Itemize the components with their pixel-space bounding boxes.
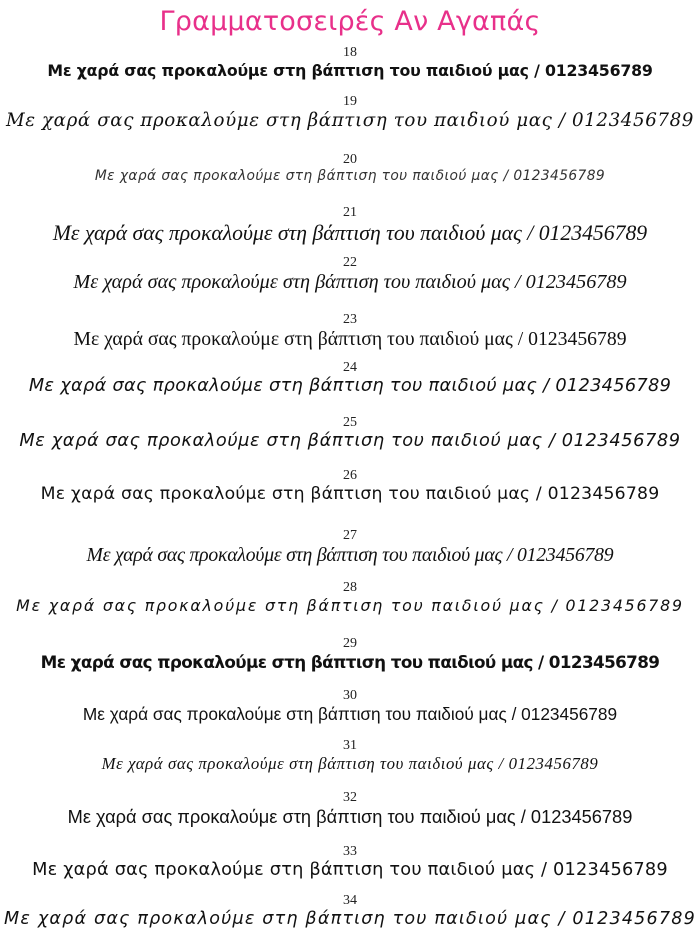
font-sample-26 xyxy=(0,468,700,504)
font-sample-text: Με χαρά σας προκαλούμε στη βάπτιση του παιδιού μας / 0123456789 xyxy=(47,61,653,80)
font-sample-30 xyxy=(0,688,700,725)
font-sample-text: Με χαρά σας προκαλούμε στη βάπτιση του παιδιού μας / 0123456789 xyxy=(19,431,681,451)
font-number: 27 xyxy=(343,528,357,543)
font-number: 29 xyxy=(343,636,357,651)
font-sample-25 xyxy=(0,415,700,451)
page-title: Γραμματοσειρές Αν Αγαπάς xyxy=(159,6,541,37)
font-number: 28 xyxy=(343,580,357,595)
font-sample-20 xyxy=(0,152,700,184)
font-sample-33 xyxy=(0,844,700,880)
font-sample-text: Με χαρά σας προκαλούμε στη βάπτιση του παιδιού μας / 0123456789 xyxy=(52,221,648,245)
font-number: 24 xyxy=(343,360,357,375)
font-sample-text: Με χαρά σας προκαλούμε στη βάπτιση του παιδιού μας / 0123456789 xyxy=(67,806,633,827)
font-number: 19 xyxy=(343,94,357,109)
font-sample-28 xyxy=(0,580,700,615)
font-sample-text: Με χαρά σας προκαλούμε στη βάπτιση του παιδιού μας / 0123456789 xyxy=(86,544,614,566)
font-sample-text: Με χαρά σας προκαλούμε στη βάπτιση του παιδιού μας / 0123456789 xyxy=(28,376,672,396)
font-sample-19 xyxy=(0,94,700,131)
font-sample-22 xyxy=(0,255,700,294)
font-number: 23 xyxy=(343,312,357,327)
font-number: 20 xyxy=(343,152,357,167)
font-number: 25 xyxy=(343,415,357,430)
font-sample-text: Με χαρά σας προκαλούμε στη βάπτιση του παιδιού μας / 0123456789 xyxy=(40,652,660,672)
font-number: 21 xyxy=(343,205,357,220)
font-number: 26 xyxy=(343,468,357,483)
font-number: 30 xyxy=(343,688,357,703)
font-number: 22 xyxy=(343,255,357,270)
font-sample-34 xyxy=(0,893,700,929)
font-sample-text: Με χαρά σας προκαλούμε στη βάπτιση του παιδιού μας / 0123456789 xyxy=(94,168,606,184)
font-number: 18 xyxy=(343,45,357,60)
font-sample-text: Με χαρά σας προκαλούμε στη βάπτιση του παιδιού μας / 0123456789 xyxy=(32,860,668,880)
font-sample-21 xyxy=(0,205,700,246)
font-sample-31 xyxy=(0,738,700,774)
font-sample-23 xyxy=(0,312,700,351)
font-sample-18 xyxy=(0,45,700,80)
font-sample-text: Με χαρά σας προκαλούμε στη βάπτιση του παιδιού μας / 0123456789 xyxy=(16,596,684,615)
font-sample-29 xyxy=(0,636,700,672)
font-number: 31 xyxy=(343,738,357,753)
font-sample-27 xyxy=(0,528,700,567)
font-sample-text: Με χαρά σας προκαλούμε στη βάπτιση του παιδιού μας / 0123456789 xyxy=(73,271,627,293)
font-sample-text: Με χαρά σας προκαλούμε στη βάπτιση του παιδιού μας / 0123456789 xyxy=(101,754,599,773)
font-number: 33 xyxy=(343,844,357,859)
font-sample-text: Με χαρά σας προκαλούμε στη βάπτιση του παιδιού μας / 0123456789 xyxy=(5,110,695,131)
font-sample-32 xyxy=(0,790,700,828)
font-number: 32 xyxy=(343,790,357,805)
font-sample-text: Με χαρά σας προκαλούμε στη βάπτιση του παιδιού μας / 0123456789 xyxy=(4,909,696,929)
font-sample-text: Με χαρά σας προκαλούμε στη βάπτιση του παιδιού μας / 0123456789 xyxy=(82,704,618,724)
font-number: 34 xyxy=(343,893,357,908)
font-sample-24 xyxy=(0,360,700,396)
font-sample-text: Με χαρά σας προκαλούμε στη βάπτιση του παιδιού μας / 0123456789 xyxy=(73,328,627,350)
font-sample-text: Με χαρά σας προκαλούμε στη βάπτιση του παιδιού μας / 0123456789 xyxy=(40,484,660,504)
